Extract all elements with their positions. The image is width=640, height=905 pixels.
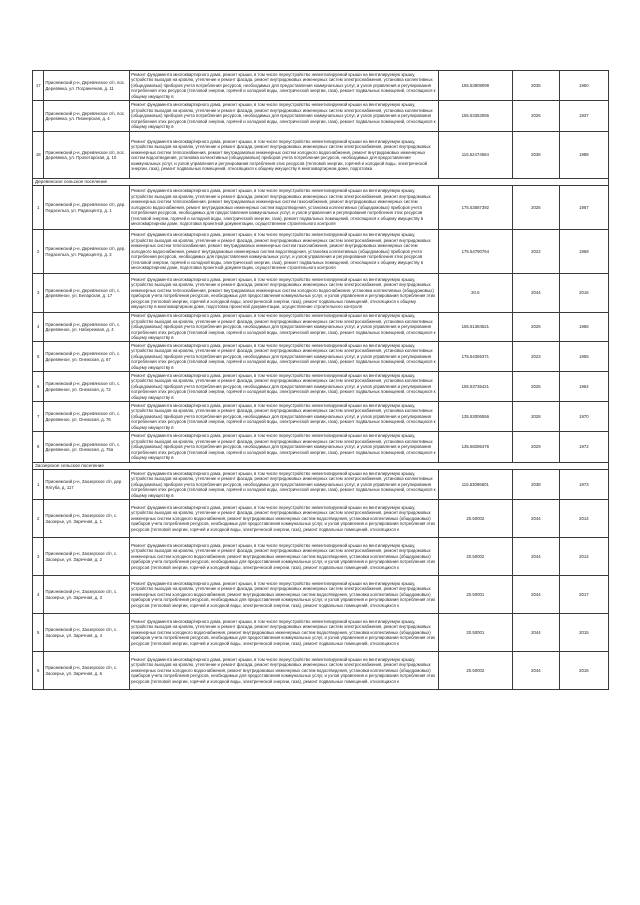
row-number: 17 <box>33 71 44 101</box>
address-cell: Прионежский р-н, Деревянское с/п, дер. Педасельга, ул. Радиоцентр, д. 2 <box>44 230 130 274</box>
table-row <box>33 402 609 432</box>
area-cell: 20.50001 <box>438 614 512 652</box>
row-number: 3 <box>33 538 44 576</box>
build-year-cell: 2016 <box>559 652 608 690</box>
work-list-text: Ремонт фундамента многоквартирного дома, ремонт крыши, в том числе переустройство невентилируемой крыши на вентилируемую крышу, устройство выходов на кровлю, утепление и ремонт фасада, ремонт внутридомовых инженерных систем электроснабжения, установка коллективных (общедомовых) приборов учета потребления ресурсов, необходимых для предоставления коммунальных услуг, и узлов управления и регулирования потребления этих ресурсов (тепловой энергии, горячей и холодной воды, электрической энергии, газа), ремонт подвальных помещений, относящихся к общему имуществу в <box>131 372 436 400</box>
address-cell: Прионежский р-н, Деревянское с/п, дер. Педасельга, ул. Радиоцентр, д. 1 <box>44 186 130 230</box>
table-row <box>33 538 609 576</box>
address-cell: Прионежский р-н, Деревянское с/п, пос. Деревянка, ул. Пограничная, д. 11 <box>44 71 130 101</box>
planned-year-cell: 2026 <box>512 101 559 132</box>
area-cell: 20.50002 <box>438 500 512 538</box>
table-row <box>33 230 609 274</box>
build-year-cell: 2016 <box>559 274 608 313</box>
section-header-row <box>33 463 609 470</box>
work-list-cell <box>130 274 439 313</box>
area-cell: 155.51384521 <box>438 313 512 342</box>
table-body <box>33 71 609 690</box>
table-row <box>33 313 609 342</box>
area-cell: 155.53353056 <box>438 101 512 132</box>
address-cell: Прионежский р-н, Деревянское с/п, с. Деревянное, ул. Набережная, д. 4 <box>44 313 130 342</box>
work-list-text: Ремонт фундамента многоквартирного дома, ремонт крыши, в том числе переустройство невентилируемой крыши на вентилируемую крышу, устройство выходов на кровлю, утепление и ремонт фасада, ремонт внутридомовых инженерных систем электроснабжения, установка коллективных (общедомовых) приборов учета потребления ресурсов, необходимых для предоставления коммунальных услуг, и узлов управления и регулирования потребления этих ресурсов (тепловой энергии, горячей и холодной воды, электрической энергии, газа), ремонт подвальных помещений, относящихся к общему имуществу в <box>131 71 436 99</box>
planned-year-cell: 2038 <box>512 470 559 500</box>
build-year-cell: 1988 <box>559 132 608 179</box>
build-year-cell: 2014 <box>559 500 608 538</box>
work-list-text: Ремонт фундамента многоквартирного дома, ремонт крыши, в том числе переустройство невентилируемой крыши на вентилируемую крышу, устройство выходов на кровлю, утепление и ремонт фасада, ремонт внутридомовых инженерных систем электроснабжения, установка коллективных (общедомовых) приборов учета потребления ресурсов, необходимых для предоставления коммунальных услуг, и узлов управления и регулирования потребления этих ресурсов (тепловой энергии, горячей и холодной воды, электрической энергии, газа), ремонт подвальных помещений, относящихся к общему имуществу в <box>131 402 436 430</box>
planned-year-cell: 2044 <box>512 576 559 614</box>
planned-year-cell: 2044 <box>512 538 559 576</box>
build-year-cell: 1964 <box>559 372 608 402</box>
address-cell: Прионежский р-н, Заозерское с/п, с. Заозерье, ул. Заречная, д. 1 <box>44 500 130 538</box>
work-list-cell <box>130 132 439 179</box>
work-list-text: Ремонт фундамента многоквартирного дома, ремонт крыши, в том числе переустройство невентилируемой крыши на вентилируемую крышу, устройство выходов на кровлю, утепление и ремонт фасада, ремонт внутридомовых инженерных систем электроснабжения, ремонт внутридомовых инженерных систем холодного водоснабжения, ремонт внутридомовых инженерных систем водоотведения, установка коллективных (общедомовых) приборов учета потребления ресурсов, необходимых для предоставления коммунальных услуг, и узлов управления и регулирования потребления этих ресурсов (тепловой энергии, горячей и холодной воды, электрической энергии, газа), ремонт подвальных помещений, относящихся к <box>131 580 436 608</box>
address-cell: Прионежский р-н, Деревянское с/п, с. Деревянное, ул. Беларская, д. 17 <box>44 274 130 313</box>
table-row <box>33 576 609 614</box>
row-number: 6 <box>33 652 44 690</box>
planned-year-cell: 2035 <box>512 71 559 101</box>
address-cell: Прионежский р-н, Деревянское с/п, пос. Деревянка, ул. Пролетарская, д. 10 <box>44 132 130 179</box>
row-number: 2 <box>33 500 44 538</box>
area-cell: 20.50001 <box>438 576 512 614</box>
row-number: 8 <box>33 432 44 463</box>
work-list-cell <box>130 230 439 274</box>
build-year-cell: 1968 <box>559 230 608 274</box>
work-list-text: Ремонт фундамента многоквартирного дома, ремонт крыши, в том числе переустройство невентилируемой крыши на вентилируемую крышу, устройство выходов на кровлю, утепление и ремонт фасада, ремонт внутридомовых инженерных систем электроснабжения, установка коллективных (общедомовых) приборов учета потребления ресурсов, необходимых для предоставления коммунальных услуг, и узлов управления и регулирования потребления этих ресурсов (тепловой энергии, горячей и холодной воды, электрической энергии, газа), ремонт подвальных помещений, относящихся к общему имуществу в <box>131 433 436 461</box>
work-list-text: Ремонт фундамента многоквартирного дома, ремонт крыши, в том числе переустройство невентилируемой крыши на вентилируемую крышу, устройство выходов на кровлю, утепление и ремонт фасада, ремонт внутридомовых инженерных систем электроснабжения, ремонт внутридомовых инженерных систем холодного водоснабжения, ремонт внутридомовых инженерных систем водоотведения, установка коллективных (общедомовых) приборов учета потребления ресурсов, необходимых для предоставления коммунальных услуг, и узлов управления и регулирования потребления этих ресурсов (тепловой энергии, горячей и холодной воды, электрической энергии, газа), ремонт подвальных помещений, относящихся к <box>131 656 436 684</box>
row-number: 4 <box>33 576 44 614</box>
row-number: 3 <box>33 274 44 313</box>
work-list-text: Ремонт фундамента многоквартирного дома, ремонт крыши, в том числе переустройство невентилируемой крыши на вентилируемую крышу, устройство выходов на кровлю, утепление и ремонт фасада, ремонт внутридомовых инженерных систем электроснабжения, ремонт внутридомовых инженерных систем теплоснабжения, ремонт внутридомовых инженерных систем холодного водоснабжения, ремонт внутридомовых инженерных систем водоотведения, установка коллективных (общедомовых) приборов учета потребления ресурсов, необходимых для предоставления коммунальных услуг, и узлов управления и регулирования потребления этих ресурсов (тепловой энергии, горячей и холодной воды, электрической энергии, газа), ремонт подвальных помещений, относящихся к общему имуществу в многоквартирном доме, подготовка <box>131 138 431 171</box>
address-cell: Прионежский р-н, Деревянское с/п, с. Деревянное, ул. Онежская, д. 76а <box>44 432 130 463</box>
row-number: 5 <box>33 614 44 652</box>
area-cell: 175.54790764 <box>438 230 512 274</box>
work-list-cell <box>130 432 439 463</box>
table-row <box>33 500 609 538</box>
address-cell: Прионежский р-н, Деревянское с/п, с. Деревянное, ул. Онежская, д. 72 <box>44 372 130 402</box>
work-list-text: Ремонт фундамента многоквартирного дома, ремонт крыши, в том числе переустройство невентилируемой крыши на вентилируемую крышу, устройство выходов на кровлю, утепление и ремонт фасада, ремонт внутридомовых инженерных систем электроснабжения, ремонт внутридомовых инженерных систем холодного водоснабжения, ремонт внутридомовых инженерных систем водоотведения, установка коллективных (общедомовых) приборов учета потребления ресурсов, необходимых для предоставления коммунальных услуг, и узлов управления и регулирования потребления этих ресурсов (тепловой энергии, горячей и холодной воды, электрической энергии, газа), ремонт подвальных помещений, относящихся к <box>131 504 436 532</box>
planned-year-cell: 2036 <box>512 132 559 179</box>
build-year-cell: 1973 <box>559 470 608 500</box>
section-header-row <box>33 179 609 186</box>
table-row <box>33 71 609 101</box>
area-cell: 20.5 <box>438 274 512 313</box>
area-cell: 175.53587392 <box>438 186 512 230</box>
planned-year-cell: 2044 <box>512 500 559 538</box>
address-cell: Прионежский р-н, Заозерское с/п, с. Заозерье, ул. Заречная, д. 6 <box>44 652 130 690</box>
work-list-cell <box>130 342 439 372</box>
work-list-cell <box>130 470 439 500</box>
work-list-text: Ремонт фундамента многоквартирного дома, ремонт крыши, в том числе переустройство невентилируемой крыши на вентилируемую крышу, устройство выходов на кровлю, утепление и ремонт фасада, ремонт внутридомовых инженерных систем электроснабжения, ремонт внутридомовых инженерных систем теплоснабжения, ремонт внутридомовых инженерных систем холодного водоснабжения, установка коллективных (общедомовых) приборов учета потребления ресурсов, необходимых для предоставления коммунальных услуг, и узлов управления и регулирования потребления этих ресурсов (тепловой энергии, горячей и холодной воды, электрической энергии, газа), ремонт подвальных помещений, относящихся к общему имуществу в многоквартирном доме, подготовка проектной документации, осуществление строительного контроля <box>131 276 436 309</box>
work-list-text: Ремонт фундамента многоквартирного дома, ремонт крыши, в том числе переустройство невентилируемой крыши на вентилируемую крышу, устройство выходов на кровлю, утепление и ремонт фасада, ремонт внутридомовых инженерных систем электроснабжения, установка коллективных (общедомовых) приборов учета потребления ресурсов, необходимых для предоставления коммунальных услуг, и узлов управления и регулирования потребления этих ресурсов (тепловой энергии, горячей и холодной воды, электрической энергии, газа), ремонт подвальных помещений, относящихся к общему имуществу в <box>131 102 436 130</box>
build-year-cell: 1937 <box>559 101 608 132</box>
area-cell: 155.53908099 <box>438 71 512 101</box>
table-row <box>33 470 609 500</box>
row-number: 5 <box>33 342 44 372</box>
row-number: 1 <box>33 470 44 500</box>
table-row <box>33 132 609 179</box>
planned-year-cell: 2026 <box>512 186 559 230</box>
work-list-cell <box>130 538 439 576</box>
row-number: 4 <box>33 313 44 342</box>
build-year-cell: 1970 <box>559 402 608 432</box>
build-year-cell: 2017 <box>559 576 608 614</box>
work-list-cell <box>130 186 439 230</box>
table-row <box>33 614 609 652</box>
table-row <box>33 432 609 463</box>
address-cell: Прионежский р-н, Деревянское с/п, с. Деревянное, ул. Онежская, д. 76 <box>44 402 130 432</box>
table-row <box>33 372 609 402</box>
planned-year-cell: 2044 <box>512 614 559 652</box>
address-cell: Прионежский р-н, Деревянское с/п, пос. Деревянка, ул. Пионерская, д. 4 <box>44 101 130 132</box>
work-list-text: Ремонт фундамента многоквартирного дома, ремонт крыши, в том числе переустройство невентилируемой крыши на вентилируемую крышу, устройство выходов на кровлю, утепление и ремонт фасада, ремонт внутридомовых инженерных систем электроснабжения, ремонт внутридомовых инженерных систем теплоснабжения, ремонт внутридомовых инженерных систем газоснабжения, ремонт внутридомовых инженерных систем холодного водоснабжения, ремонт внутридомовых инженерных систем водоотведения, установка коллективных (общедомовых) приборов учета потребления ресурсов, необходимых для предоставления коммунальных услуг, и узлов управления и регулирования потребления этих ресурсов (тепловой энергии, горячей и холодной воды, электрической энергии, газа), ремонт подвальных помещений, относящихся к общему имуществу в многоквартирном доме, подготовка проектной документации, осуществление строительного контроля <box>131 232 431 271</box>
section-title: Заозерское сельское поселение <box>33 463 609 470</box>
planned-year-cell: 2044 <box>512 274 559 313</box>
capital-repair-table <box>32 70 609 690</box>
work-list-text: Ремонт фундамента многоквартирного дома, ремонт крыши, в том числе переустройство невентилируемой крыши на вентилируемую крышу, устройство выходов на кровлю, утепление и ремонт фасада, ремонт внутридомовых инженерных систем электроснабжения, ремонт внутридомовых инженерных систем холодного водоснабжения, ремонт внутридомовых инженерных систем водоотведения, установка коллективных (общедомовых) приборов учета потребления ресурсов, необходимых для предоставления коммунальных услуг, и узлов управления и регулирования потребления этих ресурсов (тепловой энергии, горячей и холодной воды, электрической энергии, газа), ремонт подвальных помещений, относящихся к <box>131 542 436 570</box>
build-year-cell: 2014 <box>559 538 608 576</box>
row-number: 2 <box>33 230 44 274</box>
row-number: 18 <box>33 132 44 179</box>
work-list-cell <box>130 372 439 402</box>
area-cell: 135.53006556 <box>438 402 512 432</box>
area-cell: 20.50002 <box>438 652 512 690</box>
build-year-cell: 1967 <box>559 186 608 230</box>
build-year-cell: 1972 <box>559 432 608 463</box>
work-list-cell <box>130 652 439 690</box>
address-cell: Прионежский р-н, Заозерское с/п, с. Заозерье, ул. Заречная, д. 3 <box>44 576 130 614</box>
table-row <box>33 274 609 313</box>
work-list-cell <box>130 402 439 432</box>
area-cell: 175.54365371 <box>438 342 512 372</box>
work-list-text: Ремонт фундамента многоквартирного дома, ремонт крыши, в том числе переустройство невентилируемой крыши на вентилируемую крышу, устройство выходов на кровлю, утепление и ремонт фасада, ремонт внутридомовых инженерных систем электроснабжения, установка коллективных (общедомовых) приборов учета потребления ресурсов, необходимых для предоставления коммунальных услуг, и узлов управления и регулирования потребления этих ресурсов (тепловой энергии, горячей и холодной воды, электрической энергии, газа), ремонт подвальных помещений, относящихся к общему имуществу в <box>131 342 436 370</box>
address-cell: Прионежский р-н, Деревянское с/п, с. Деревянное, ул. Онежская, д. 67 <box>44 342 130 372</box>
work-list-cell <box>130 614 439 652</box>
table-row <box>33 652 609 690</box>
planned-year-cell: 2022 <box>512 230 559 274</box>
address-cell: Прионежский р-н, Заозерское с/п, с. Заозерье, ул. Заречная, д. 2 <box>44 538 130 576</box>
work-list-text: Ремонт фундамента многоквартирного дома, ремонт крыши, в том числе переустройство невентилируемой крыши на вентилируемую крышу, устройство выходов на кровлю, утепление и ремонт фасада, ремонт внутридомовых инженерных систем электроснабжения, установка коллективных (общедомовых) приборов учета потребления ресурсов, необходимых для предоставления коммунальных услуг, и узлов управления и регулирования потребления этих ресурсов (тепловой энергии, горячей и холодной воды, электрической энергии, газа), ремонт подвальных помещений, относящихся к общему имуществу в <box>131 313 436 341</box>
row-number: 7 <box>33 402 44 432</box>
build-year-cell: 1956 <box>559 313 608 342</box>
planned-year-cell: 2028 <box>512 402 559 432</box>
row-number: 6 <box>33 372 44 402</box>
area-cell: 155.53736421 <box>438 372 512 402</box>
planned-year-cell: 2025 <box>512 372 559 402</box>
table-row <box>33 342 609 372</box>
row-number: 1 <box>33 186 44 230</box>
work-list-text: Ремонт фундамента многоквартирного дома, ремонт крыши, в том числе переустройство невентилируемой крыши на вентилируемую крышу, устройство выходов на кровлю, утепление и ремонт фасада, ремонт внутридомовых инженерных систем электроснабжения, ремонт внутридомовых инженерных систем теплоснабжения, ремонт внутридомовых инженерных систем газоснабжения, ремонт внутридомовых инженерных систем холодного водоснабжения, ремонт внутридомовых инженерных систем водоотведения, установка коллективных (общедомовых) приборов учета потребления ресурсов, необходимых для предоставления коммунальных услуг, и узлов управления и регулирования потребления этих ресурсов (тепловой энергии, горячей и холодной воды, электрической энергии, газа), ремонт подвальных помещений, относящихся к общему имуществу в многоквартирном доме, подготовка проектной документации, осуществление строительного контроля <box>131 188 431 227</box>
work-list-text: Ремонт фундамента многоквартирного дома, ремонт крыши, в том числе переустройство невентилируемой крыши на вентилируемую крышу, устройство выходов на кровлю, утепление и ремонт фасада, ремонт внутридомовых инженерных систем электроснабжения, ремонт внутридомовых инженерных систем холодного водоснабжения, ремонт внутридомовых инженерных систем водоотведения, установка коллективных (общедомовых) приборов учета потребления ресурсов, необходимых для предоставления коммунальных услуг, и узлов управления и регулирования потребления этих ресурсов (тепловой энергии, горячей и холодной воды, электрической энергии, газа), ремонт подвальных помещений, относящихся к <box>131 618 436 646</box>
area-cell: 115.53086601 <box>438 470 512 500</box>
address-cell: Прионежский р-н, Заозерское с/п, с. Заозерье, ул. Заречная, д. 4 <box>44 614 130 652</box>
build-year-cell: 1950 <box>559 71 608 101</box>
work-list-text: Ремонт фундамента многоквартирного дома, ремонт крыши, в том числе переустройство невентилируемой крыши на вентилируемую крышу, устройство выходов на кровлю, утепление и ремонт фасада, ремонт внутридомовых инженерных систем электроснабжения, установка коллективных (общедомовых) приборов учета потребления ресурсов, необходимых для предоставления коммунальных услуг, и узлов управления и регулирования потребления этих ресурсов (тепловой энергии, горячей и холодной воды, электрической энергии, газа), ремонт подвальных помещений, относящихся к общему имуществу в <box>131 470 436 498</box>
area-cell: 135.58286476 <box>438 432 512 463</box>
work-list-cell <box>130 71 439 101</box>
planned-year-cell: 2023 <box>512 342 559 372</box>
address-cell: Прионежский р-н, Заозерское с/п, дер. Ялгуба, д. 117 <box>44 470 130 500</box>
area-cell: 115.52474564 <box>438 132 512 179</box>
area-cell: 20.50002 <box>438 538 512 576</box>
planned-year-cell: 2029 <box>512 432 559 463</box>
row-number <box>33 101 44 132</box>
build-year-cell: 1955 <box>559 342 608 372</box>
work-list-cell <box>130 576 439 614</box>
planned-year-cell: 2044 <box>512 652 559 690</box>
work-list-cell <box>130 313 439 342</box>
build-year-cell: 2015 <box>559 614 608 652</box>
table-row <box>33 186 609 230</box>
work-list-cell <box>130 500 439 538</box>
table-row <box>33 101 609 132</box>
section-title: Деревянское сельское поселение <box>33 179 609 186</box>
planned-year-cell: 2026 <box>512 313 559 342</box>
work-list-cell <box>130 101 439 132</box>
